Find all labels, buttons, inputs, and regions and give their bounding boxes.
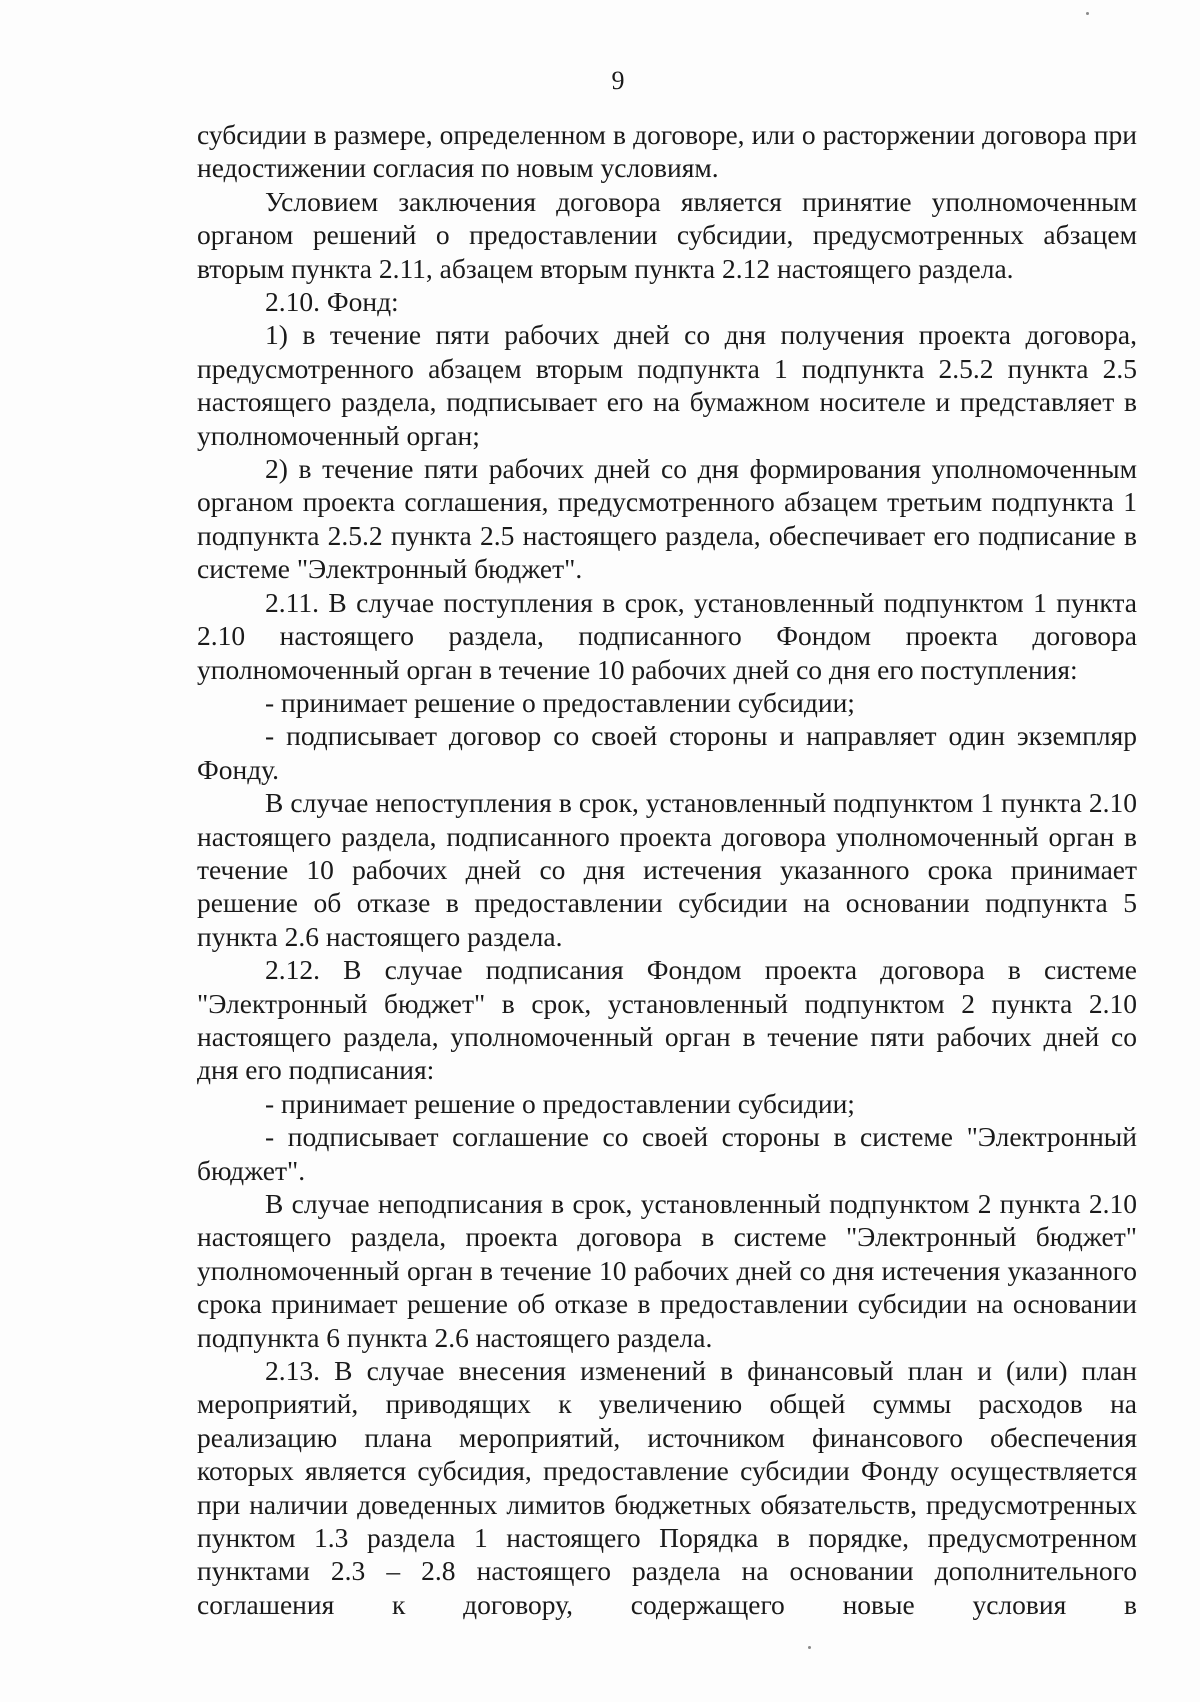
paragraph-contract-condition: Условием заключения договора является принятие уполномоченным органом решений о предоставлении субсидии, предусмотренных абзацем вторым пункта 2.11, абзацем вторым пункта 2.12 настоящего раздела.: [197, 185, 1137, 284]
paragraph-2-10-item-2: 2) в течение пяти рабочих дней со дня формирования уполномоченным органом проекта соглашения, предусмотренного абзацем третьим подпункта 1 подпункта 2.5.2 пункта 2.5 настоящего раздела, обеспечивает его подписание в системе "Электронный бюджет".: [197, 453, 1137, 585]
paragraph-2-10-item-1: 1) в течение пяти рабочих дней со дня получения проекта договора, предусмотренного абзацем вторым подпункта 1 подпункта 2.5.2 пункта 2.5 настоящего раздела, подписывает его на бумажном носителе и представляет в уполномоченный орган;: [197, 319, 1137, 451]
paragraph-2-10-heading: 2.10. Фонд:: [265, 286, 399, 318]
document-body: [197, 118, 1137, 1621]
paragraph-2-12-refusal: В случае неподписания в срок, установленный подпунктом 2 пункта 2.10 настоящего раздела, проекта договора в системе "Электронный бюджет" уполномоченный орган в течение 10 рабочих дней со дня истечения указанного срока принимает решение об отказе в предоставлении субсидии на основании подпункта 6 пункта 2.6 настоящего раздела.: [197, 1188, 1137, 1353]
paragraph-2-13: 2.13. В случае внесения изменений в финансовый план и (или) план мероприятий, приводящих к увеличению общей суммы расходов на реализацию плана мероприятий, источником финансового обеспечения которых является субсидия, предоставление субсидии Фонду осуществляется при наличии доведенных лимитов бюджетных обязательств, предусмотренных пунктом 1.3 раздела 1 настоящего Порядка в порядке, предусмотренном пунктами 2.3 – 2.8 настоящего раздела на основании дополнительного соглашения к договору, содержащего новые условия в: [197, 1355, 1137, 1620]
paragraph-2-11-refusal: В случае непоступления в срок, установленный подпунктом 1 пункта 2.10 настоящего раздела, подписанного проекта договора уполномоченный орган в течение 10 рабочих дней со дня истечения указанного срока принимает решение об отказе в предоставлении субсидии на основании подпункта 5 пункта 2.6 настоящего раздела.: [197, 787, 1137, 952]
scan-speck: [1086, 12, 1089, 15]
paragraph-2-12-bullet-1: - принимает решение о предоставлении субсидии;: [265, 1087, 855, 1119]
paragraph-2-12: 2.12. В случае подписания Фондом проекта договора в системе "Электронный бюджет" в срок, установленный подпунктом 2 пункта 2.10 настоящего раздела, уполномоченный орган в течение пяти рабочих дней со дня его подписания:: [197, 954, 1137, 1086]
paragraph-continuation: субсидии в размере, определенном в договоре, или о расторжении договора при недостижении согласия по новым условиям.: [197, 119, 1137, 184]
page-number: 9: [611, 66, 625, 95]
paragraph-2-11-bullet-2: - подписывает договор со своей стороны и направляет один экземпляр Фонду.: [197, 720, 1137, 785]
paragraph-2-11-bullet-1: - принимает решение о предоставлении субсидии;: [265, 686, 855, 718]
paragraph-2-11: 2.11. В случае поступления в срок, установленный подпунктом 1 пункта 2.10 настоящего раздела, подписанного Фондом проекта договора уполномоченный орган в течение 10 рабочих дней со дня его поступления:: [197, 586, 1137, 685]
paragraph-2-12-bullet-2: - подписывает соглашение со своей стороны в системе "Электронный бюджет".: [197, 1121, 1137, 1186]
scan-speck: [808, 1646, 811, 1649]
